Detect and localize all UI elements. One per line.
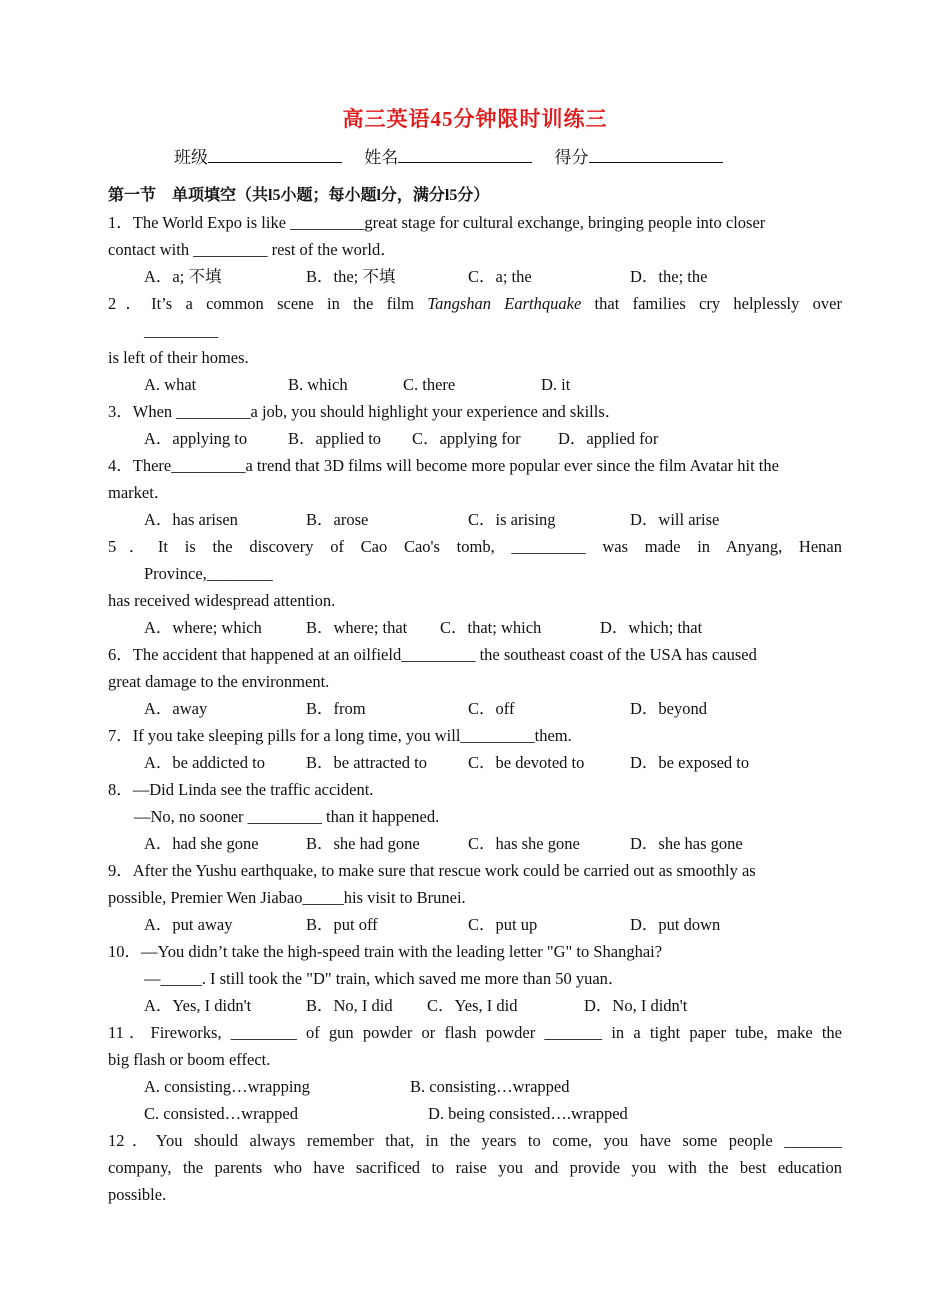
option-a[interactable]: A. consisting…wrapping xyxy=(144,1077,310,1096)
option-a[interactable]: A．a; 不填 xyxy=(144,267,222,286)
question-8 xyxy=(108,776,842,857)
options-row xyxy=(108,1100,842,1127)
option-c[interactable]: C．applying for xyxy=(412,429,521,448)
option-b[interactable]: B．from xyxy=(306,699,366,718)
option-d[interactable]: D．applied for xyxy=(558,429,659,448)
question-text: possible. xyxy=(108,1185,167,1204)
question-text: 9．After the Yushu earthquake, to make sure that rescue work could be carried out as smoothly as xyxy=(108,861,756,880)
option-c[interactable]: C．be devoted to xyxy=(468,753,585,772)
question-text: 3．When _________a job, you should highlight your experience and skills． xyxy=(108,402,622,421)
option-a[interactable]: A．had she gone xyxy=(144,834,259,853)
options-row xyxy=(108,830,842,857)
question-7 xyxy=(108,722,842,776)
option-b[interactable]: B．be attracted to xyxy=(306,753,427,772)
option-d[interactable]: D．she has gone xyxy=(630,834,743,853)
question-4 xyxy=(108,452,842,533)
question-text: big flash or boom effect. xyxy=(108,1050,271,1069)
question-text: Province,________ xyxy=(144,564,273,583)
option-a[interactable]: A．away xyxy=(144,699,208,718)
question-text: 10．—You didn’t take the high-speed train with the leading letter "G" to Shanghai? xyxy=(108,942,663,961)
option-b[interactable]: B．the; 不填 xyxy=(306,267,396,286)
option-d[interactable]: D. being consisted….wrapped xyxy=(428,1104,628,1123)
question-3 xyxy=(108,398,842,452)
option-c[interactable]: C．off xyxy=(468,699,515,718)
options-row xyxy=(108,263,842,290)
question-text: —No, no sooner _________ than it happened. xyxy=(134,807,440,826)
score-field xyxy=(555,144,723,170)
option-a[interactable]: A．has arisen xyxy=(144,510,238,529)
option-b[interactable]: B．No, I did xyxy=(306,996,393,1015)
option-a[interactable]: A．be addicted to xyxy=(144,753,265,772)
option-b[interactable]: B．she had gone xyxy=(306,834,420,853)
option-c[interactable]: C．put up xyxy=(468,915,538,934)
option-b[interactable]: B．arose xyxy=(306,510,369,529)
section-title: 第一节 单项填空（共l5小题；每小题l分，满分l5分） xyxy=(108,187,490,204)
film-title: Tangshan Earthquake xyxy=(427,294,582,313)
option-d[interactable]: D．which; that xyxy=(600,618,703,637)
name-label: 姓名 xyxy=(364,148,399,167)
question-text: possible, Premier Wen Jiabao_____his visit to Brunei. xyxy=(108,888,466,907)
option-a[interactable]: A．Yes, I didn't xyxy=(144,996,252,1015)
question-5 xyxy=(108,533,842,641)
option-a[interactable]: A．put away xyxy=(144,915,233,934)
option-d[interactable]: D．put down xyxy=(630,915,721,934)
option-d[interactable]: D. it xyxy=(541,375,571,394)
options-row xyxy=(108,695,842,722)
exam-page xyxy=(108,104,842,1208)
question-1 xyxy=(108,209,842,290)
question-text: market． xyxy=(108,483,171,502)
options-row xyxy=(108,425,842,452)
option-b[interactable]: B．applied to xyxy=(288,429,382,448)
option-a[interactable]: A．where; which xyxy=(144,618,262,637)
options-row xyxy=(108,614,842,641)
options-row xyxy=(108,749,842,776)
option-c[interactable]: C. there xyxy=(403,375,456,394)
option-c[interactable]: C．that; which xyxy=(440,618,542,637)
question-6 xyxy=(108,641,842,722)
options-row xyxy=(108,506,842,533)
score-label: 得分 xyxy=(554,148,589,167)
question-text: —_____. I still took the "D" train, which saved me more than 50 yuan． xyxy=(144,969,625,988)
options-row xyxy=(108,992,842,1019)
question-text: 7．If you take sleeping pills for a long time, you will_________them. xyxy=(108,726,572,745)
score-blank[interactable] xyxy=(589,144,723,163)
option-c[interactable]: C．Yes, I did xyxy=(427,996,518,1015)
question-text-end: that families cry helplessly over xyxy=(581,294,842,313)
options-row xyxy=(108,911,842,938)
question-9 xyxy=(108,857,842,938)
question-12 xyxy=(108,1127,842,1208)
question-text xyxy=(108,290,842,317)
option-a[interactable]: A．applying to xyxy=(144,429,248,448)
option-c[interactable]: C．has she gone xyxy=(468,834,580,853)
page-title: 高三英语45分钟限时训练三 xyxy=(342,107,608,131)
class-label: 班级 xyxy=(174,148,208,167)
question-11 xyxy=(108,1019,842,1127)
class-blank[interactable] xyxy=(208,144,342,163)
question-text: is left of their homes. xyxy=(108,348,249,367)
question-text: 12．You should always remember that, in the years to come, you have some people _______ xyxy=(108,1131,842,1150)
question-text-start: 2．It’s a common scene in the film xyxy=(108,294,428,313)
question-text: 1．The World Expo is like _________great stage for cultural exchange, bringing people into closer xyxy=(108,213,766,232)
question-10 xyxy=(108,938,842,1019)
options-row xyxy=(108,1073,842,1100)
question-text: 5．It is the discovery of Cao Cao's tomb, _________ was made in Anyang, Henan xyxy=(108,537,842,556)
class-field xyxy=(174,144,342,170)
question-text: company, the parents who have sacrificed to raise you and provide you with the best education xyxy=(108,1158,842,1177)
student-info-row xyxy=(174,144,842,170)
name-blank[interactable] xyxy=(398,144,532,163)
name-field xyxy=(364,144,532,170)
option-d[interactable]: D．beyond xyxy=(630,699,707,718)
question-text: contact with _________ rest of the world． xyxy=(108,240,397,259)
question-text: has received widespread attention. xyxy=(108,591,336,610)
option-d[interactable]: D．be exposed to xyxy=(630,753,750,772)
option-c[interactable]: C．a; the xyxy=(468,267,532,286)
question-2 xyxy=(108,290,842,398)
option-b[interactable]: B. which xyxy=(288,375,348,394)
option-c[interactable]: C．is arising xyxy=(468,510,556,529)
option-b[interactable]: B．put off xyxy=(306,915,378,934)
question-text: great damage to the environment. xyxy=(108,672,330,691)
question-text: 11．Fireworks, ________ of gun powder or flash powder _______ in a tight paper tube, make the xyxy=(108,1023,842,1042)
option-d[interactable]: D．No, I didn't xyxy=(584,996,688,1015)
option-b[interactable]: B. consisting…wrapped xyxy=(410,1077,570,1096)
question-blank: _________ xyxy=(144,321,219,340)
option-b[interactable]: B．where; that xyxy=(306,618,408,637)
option-d[interactable]: D．will arise xyxy=(630,510,720,529)
question-text: 8．—Did Linda see the traffic accident. xyxy=(108,780,374,799)
question-text: 4．There_________a trend that 3D films will become more popular ever since the film Avatar hit the xyxy=(108,456,779,475)
option-d[interactable]: D．the; the xyxy=(630,267,708,286)
options-row xyxy=(108,371,842,398)
option-c[interactable]: C. consisted…wrapped xyxy=(144,1104,298,1123)
question-text: 6．The accident that happened at an oilfield_________ the southeast coast of the USA has caused xyxy=(108,645,757,664)
option-a[interactable]: A. what xyxy=(144,375,197,394)
